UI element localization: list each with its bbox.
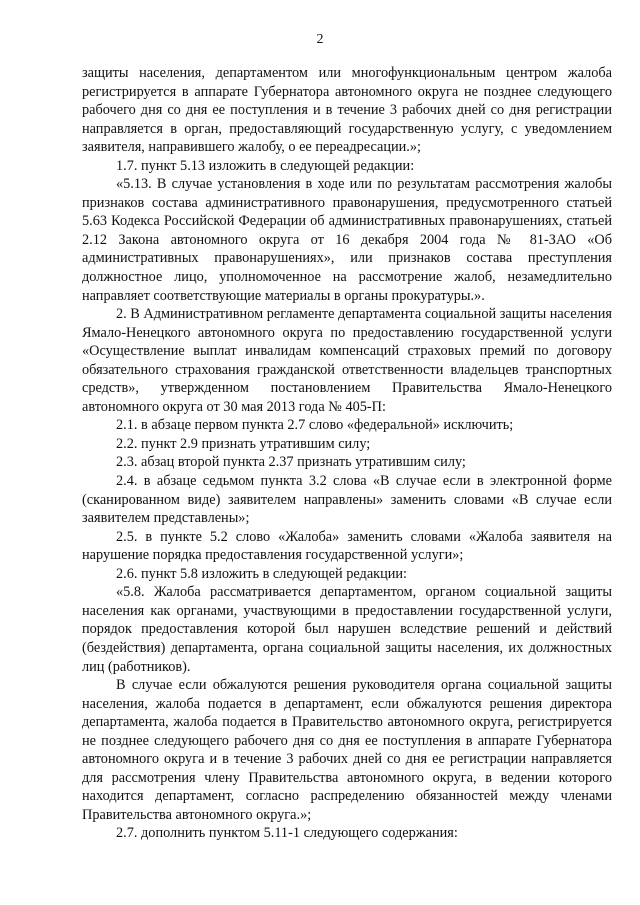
paragraph: «5.8. Жалоба рассматривается департаментом, органом социальной защиты населения как органами, участвующими в предоставлении государственной услуги, порядок предоставления которой был нарушен вследствие решений и действий (бездействия) департамента, органа социальной защиты населения, их должностных лиц (работников).	[82, 584, 612, 675]
paragraph: 2.3. абзац второй пункта 2.37 признать утратившим силу;	[116, 454, 466, 471]
page-number: 2	[316, 32, 324, 47]
paragraph: В случае если обжалуются решения руководителя органа социальной защиты населения, жалоба подается в департамент, если обжалуются решения директора департамента, жалоба подается в Правительство автономного округа, регистрируется не позднее следующего рабочего дня со дня ее поступления в аппарате Губернатора автономного округа и в течение 3 рабочих дней со дня ее регистрации направляется для рассмотрения члену Правительства автономного округа, в ведении которого находится департамент, согласно распределению обязанностей между членами Правительства автономного округа.»;	[82, 677, 612, 823]
document-body	[82, 64, 612, 843]
paragraph: 2. В Административном регламенте департамента социальной защиты населения Ямало-Ненецкого автономного округа по предоставлению государственной услуги «Осуществление выплат инвалидам компенсаций страховых премий по договору обязательного страхования гражданской ответственности владельцев транспортных средств», утвержденном постановлением Правительства Ямало-Ненецкого автономного округа от 30 мая 2013 года № 405-П:	[82, 306, 612, 415]
paragraph: 2.5. в пункте 5.2 слово «Жалоба» заменить словами «Жалоба заявителя на нарушение порядка предоставления государственной услуги»;	[82, 528, 612, 564]
paragraph: 2.6. пункт 5.8 изложить в следующей редакции:	[116, 565, 408, 582]
paragraph: 2.4. в абзаце седьмом пункта 3.2 слова «В случае если в электронной форме (сканированном виде) заявителем направлены» заменить словами «В случае если заявителем представлены»;	[82, 473, 612, 527]
paragraph: защиты населения, департаментом или многофункциональным центром жалоба регистрируется в аппарате Губернатора автономного округа не позднее следующего рабочего дня со дня ее поступления и в течение 3 рабочих дней со дня регистрации направляется в орган, предоставляющий государственную услугу, с уведомлением заявителя, направившего жалобу, о ее переадресации.»;	[82, 65, 612, 156]
paragraph: 2.2. пункт 2.9 признать утратившим силу;	[116, 435, 371, 452]
paragraph: 1.7. пункт 5.13 изложить в следующей редакции:	[116, 157, 415, 174]
paragraph: 2.1. в абзаце первом пункта 2.7 слово «федеральной» исключить;	[116, 417, 514, 434]
paragraph: «5.13. В случае установления в ходе или по результатам рассмотрения жалобы признаков состава административного правонарушения, предусмотренного статьей 5.63 Кодекса Российской Федерации об административных правонарушениях, статьей 2.12 Закона автономного округа от 16 декабря 2004 года № 81-ЗАО «Об административных правонарушениях», или признаков состава преступления должностное лицо, уполномоченное на рассмотрение жалоб, незамедлительно направляет соответствующие материалы в органы прокуратуры.».	[82, 176, 612, 304]
paragraph: 2.7. дополнить пунктом 5.11-1 следующего содержания:	[116, 825, 458, 842]
